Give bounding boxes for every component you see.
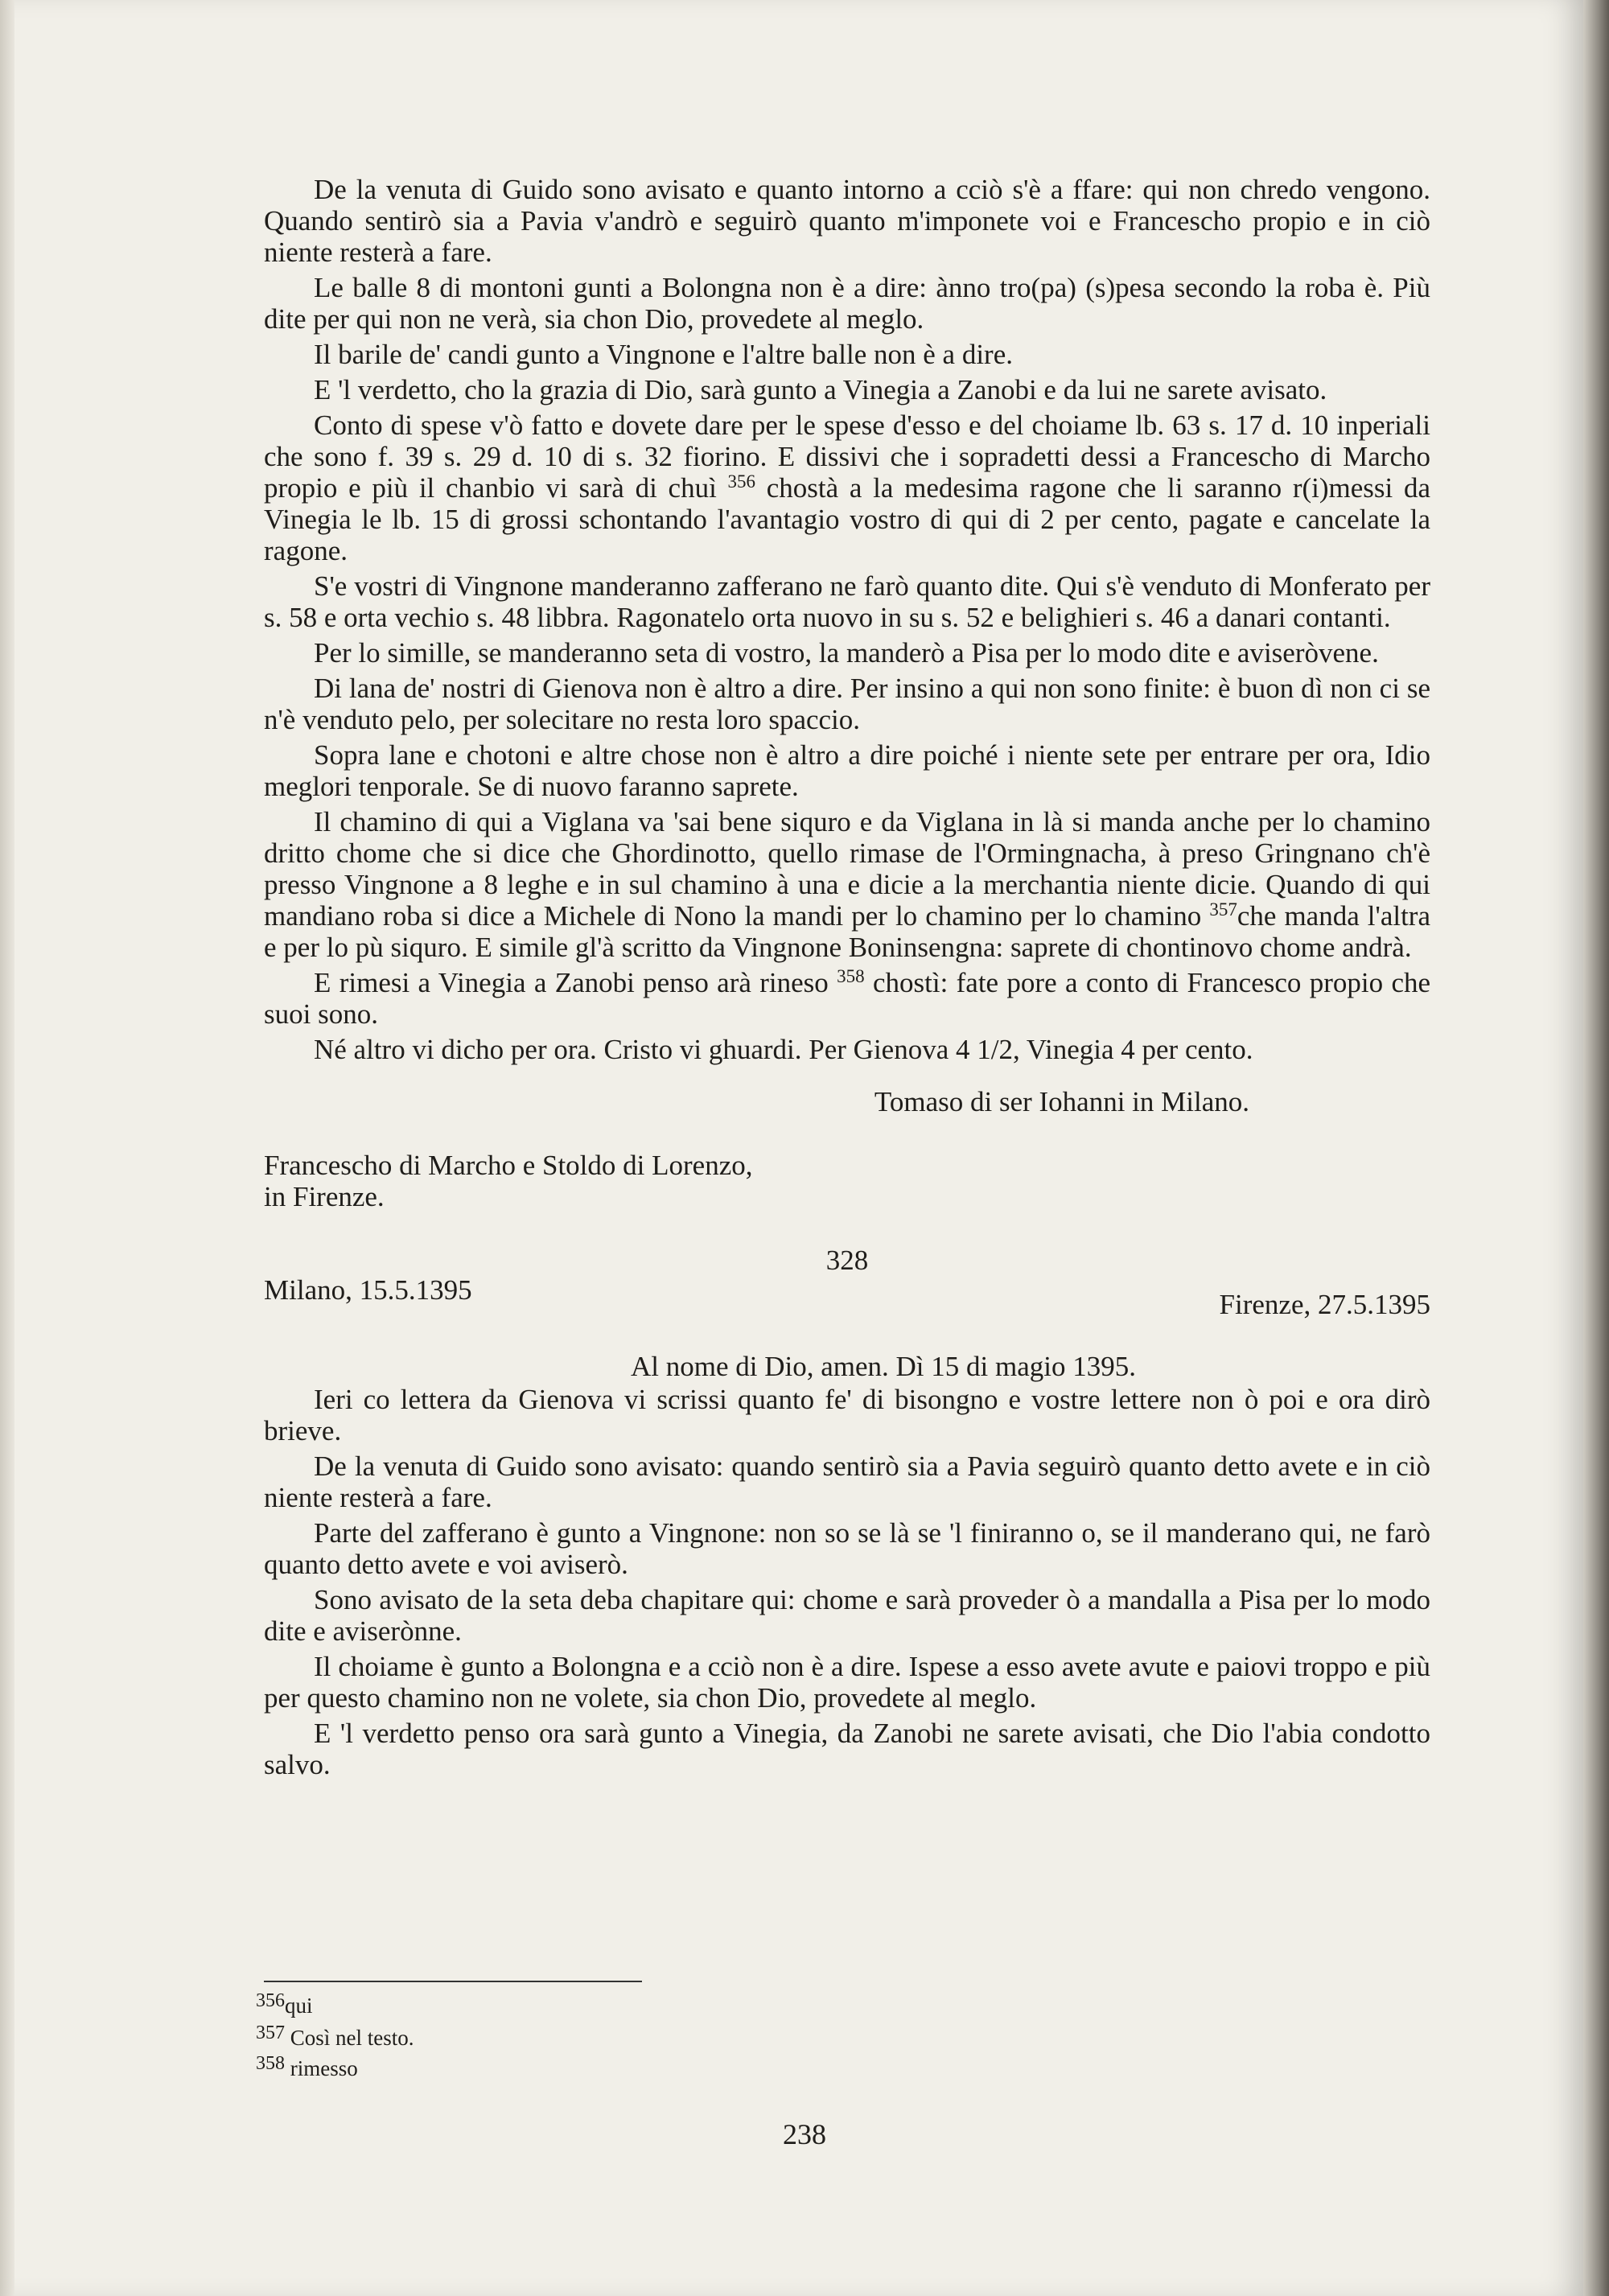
text-run: che manda l'altra e per lo pù siquro. E simile gl'à scritto da Vingnone Boninsengna: saprete di chontinovo chome andrà. [264, 900, 1430, 963]
paragraph: S'e vostri di Vingnone manderanno zafferano ne farò quanto dite. Qui s'è venduto di Monferato per s. 58 e orta vechio s. 48 libbra. Ragonatelo orta nuovo in su s. 52 e belighieri s. 46 a danari contanti. [264, 570, 1430, 633]
paragraph: De la venuta di Guido sono avisato: quando sentirò sia a Pavia seguirò quanto detto avete e in ciò niente resterà a fare. [264, 1450, 1430, 1513]
address-line: in Firenze. [264, 1181, 385, 1212]
text-run: Conto di spese v'ò fatto e dovete dare per le spese d'esso e del choiame lb. 63 s. 17 d. 10 inperiali che sono f. 39 s. 29 d. 10 di s. 32 fiorino. E dissivi che i sopradetti dessi a Francescho di Marcho propio e più il chanbio vi sarà di chuì [264, 409, 1430, 504]
paragraph: Le balle 8 di montoni gunti a Bolongna non è a dire: ànno tro(pa) (s)pesa secondo la roba è. Più dite per qui non ne verà, sia chon Dio, provedete al meglo. [264, 272, 1430, 335]
paragraph: Sono avisato de la seta deba chapitare qui: chome e sarà proveder ò a mandalla a Pisa per lo modo dite e aviserònne. [264, 1584, 1430, 1647]
page-left-edge [0, 0, 14, 2296]
paragraph: Il barile de' candi gunto a Vingnone e l'altre balle non è a dire. [314, 339, 1013, 370]
text-run: Il chamino di qui a Viglana va 'sai bene siquro e da Viglana in là si manda anche per lo chamino dritto chome che si dice che Ghordinotto, quello rimase de l'Ormingnacha, à preso Gringnano ch'è presso Vingnone a 8 leghe e in sul chamino à una e dicie a la merchantia niente dicie. Quando di qui mandiano roba si dice a Michele di Nono la mandi per lo chamino per lo chamino [264, 806, 1430, 932]
paragraph: De la venuta di Guido sono avisato e quanto intorno a cciò s'è a ffare: qui non chredo vengono. Quando sentirò sia a Pavia v'andrò e seguirò quanto m'imponete voi e Francescho propio e in ciò niente resterà a fare. [264, 174, 1430, 268]
footnote-rule [264, 1981, 642, 1982]
book-binding-shadow [1583, 0, 1609, 2296]
date-from: Milano, 15.5.1395 [264, 1274, 472, 1306]
footnote-ref[interactable]: 356 [727, 471, 756, 492]
footnote-text: qui [285, 1994, 313, 2018]
footnote [256, 1990, 313, 2018]
paragraph: E 'l verdetto, cho la grazia di Dio, sarà gunto a Vinegia a Zanobi e da lui ne sarete avisato. [314, 374, 1327, 405]
footnote-ref[interactable]: 358 [837, 966, 865, 986]
footnote-number: 358 [256, 2053, 285, 2074]
paragraph: Il choiame è gunto a Bolongna e a cciò non è a dire. Ispese a esso avete avute e paiovi troppo e più per questo chamino non ne volete, sia chon Dio, provedete al meglo. [264, 1651, 1430, 1714]
paragraph: Né altro vi dicho per ora. Cristo vi ghuardi. Per Gienova 4 1/2, Vinegia 4 per cento. [314, 1034, 1253, 1065]
paragraph: E 'l verdetto penso ora sarà gunto a Vinegia, da Zanobi ne sarete avisati, che Dio l'abia condotto salvo. [264, 1718, 1430, 1780]
invocation: Al nome di Dio, amen. Dì 15 di magio 1395. [631, 1351, 1136, 1382]
text-run: chostì: fate pore a conto di Francesco propio che suoi sono. [264, 967, 1431, 1030]
paragraph [264, 806, 1430, 963]
paragraph: Sopra lane e chotoni e altre chose non è altro a dire poiché i niente sete per entrare per ora, Idio meglori tenporale. Se di nuovo faranno saprete. [264, 739, 1430, 802]
main-text [264, 174, 1430, 1784]
page-number: 238 [783, 2118, 826, 2150]
footnote [256, 2053, 358, 2080]
paragraph: Per lo simille, se manderanno seta di vostro, la manderò a Pisa per lo modo dite e aviseròvene. [314, 637, 1379, 669]
footnote-text: Così nel testo. [290, 2026, 414, 2050]
footnote-text: rimesso [290, 2056, 358, 2080]
letter-dates [264, 1274, 1430, 1320]
footnote-number: 357 [256, 2022, 285, 2043]
text-run: chostà a la medesima ragone che li saranno r(i)messi da Vinegia le lb. 15 di grossi schontando l'avantagio vostro di qui di 2 per cento, pagate e cancelate la ragone. [264, 472, 1431, 566]
footnote-ref[interactable]: 357 [1209, 899, 1237, 920]
footnote-number: 356 [256, 1990, 285, 2011]
paragraph [264, 409, 1430, 566]
footnote [256, 2022, 414, 2050]
date-to: Firenze, 27.5.1395 [1219, 1289, 1430, 1320]
address-line: Francescho di Marcho e Stoldo di Lorenzo, [264, 1150, 753, 1181]
text-run: E rimesi a Vinegia a Zanobi penso arà rineso [314, 967, 829, 998]
paragraph: Di lana de' nostri di Gienova non è altro a dire. Per insino a qui non sono finite: è buon dì non ci se n'è venduto pelo, per solecitare no resta loro spaccio. [264, 673, 1430, 735]
letter-number: 328 [825, 1245, 869, 1276]
paragraph: Parte del zafferano è gunto a Vingnone: non so se là se 'l finiranno o, se il manderano qui, ne farò quanto detto avete e voi aviserò. [264, 1517, 1430, 1580]
paragraph: Ieri co lettera da Gienova vi scrissi quanto fe' di bisongno e vostre lettere non ò poi e ora dirò brieve. [264, 1384, 1430, 1446]
paragraph [264, 967, 1430, 1030]
signature: Tomaso di ser Iohanni in Milano. [874, 1086, 1249, 1117]
